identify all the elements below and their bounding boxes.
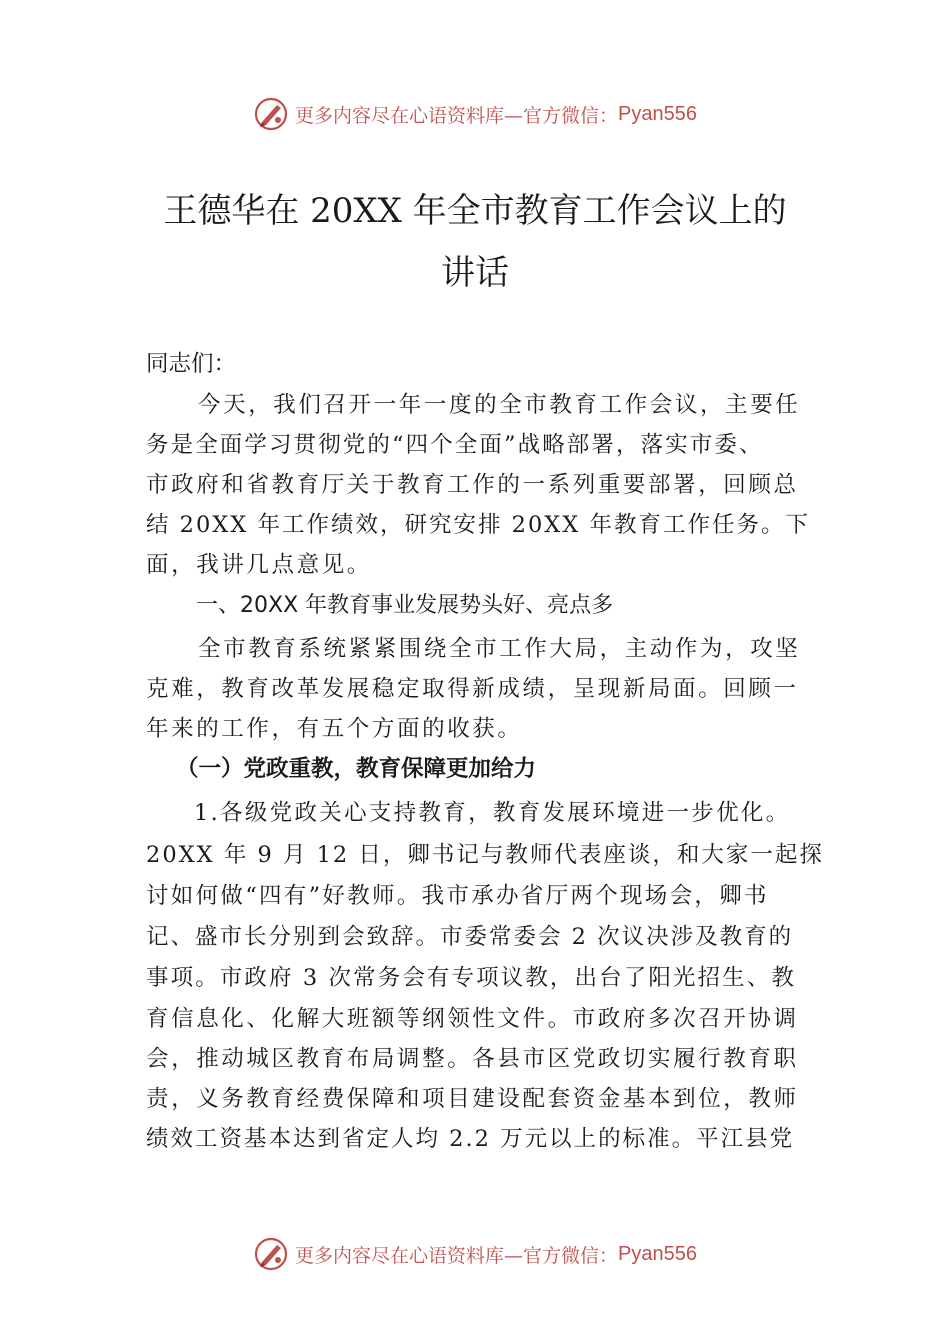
salutation: 同志们： xyxy=(146,351,237,377)
paragraph-1-line: 结 20XX 年工作绩效，研究安排 20XX 年教育工作任务。下 xyxy=(146,512,810,538)
watermark-account: Pyan556 xyxy=(618,1242,697,1265)
pen-circle-logo-icon xyxy=(253,1236,289,1272)
paragraph-3-line: 责，义务教育经费保障和项目建设配套资金基本到位，教师 xyxy=(146,1086,799,1112)
watermark-text: 更多内容尽在心语资料库—官方微信： xyxy=(295,1244,619,1267)
paragraph-3-line: 记、盛市长分别到会致辞。市委常委会 2 次议决涉及教育的 xyxy=(146,924,794,950)
paragraph-3-line: 1.各级党政关心支持教育，教育发展环境进一步优化。 xyxy=(194,800,791,826)
paragraph-2-line: 年来的工作，有五个方面的收获。 xyxy=(146,716,523,742)
paragraph-3-line: 绩效工资基本达到省定人均 2.2 万元以上的标准。平江县党 xyxy=(146,1126,795,1152)
paragraph-3-line: 育信息化、化解大班额等纲领性文件。市政府多次召开协调 xyxy=(146,1006,799,1032)
pen-circle-logo-icon xyxy=(253,96,289,132)
paragraph-2-line: 全市教育系统紧紧围绕全市工作大局，主动作为，攻坚 xyxy=(198,636,801,662)
section-heading-1: 一、20XX 年教育事业发展势头好、亮点多 xyxy=(196,593,614,618)
paragraph-1-line: 今天，我们召开一年一度的全市教育工作会议，主要任 xyxy=(198,392,801,418)
document-title-line-1: 王德华在 20XX 年全市教育工作会议上的 xyxy=(163,191,787,231)
footer-watermark xyxy=(0,1234,950,1274)
paragraph-1-line: 市政府和省教育厅关于教育工作的一系列重要部署，回顾总 xyxy=(146,472,799,498)
header-watermark xyxy=(0,94,950,134)
watermark-account: Pyan556 xyxy=(618,102,697,125)
paragraph-3-line: 20XX 年 9 月 12 日，卿书记与教师代表座谈，和大家一起探 xyxy=(146,842,824,868)
paragraph-1-line: 务是全面学习贯彻党的“四个全面”战略部署，落实市委、 xyxy=(146,432,764,458)
watermark-text: 更多内容尽在心语资料库—官方微信： xyxy=(295,104,619,127)
paragraph-1-line: 面，我讲几点意见。 xyxy=(146,552,372,578)
paragraph-2-line: 克难，教育改革发展稳定取得新成绩，呈现新局面。回顾一 xyxy=(146,676,799,702)
subsection-heading-1: （一）党政重教，教育保障更加给力 xyxy=(176,756,537,782)
document-title-line-2: 讲话 xyxy=(441,253,509,293)
paragraph-3-line: 讨如何做“四有”好教师。我市承办省厅两个现场会，卿书 xyxy=(146,883,769,909)
paragraph-3-line: 会，推动城区教育布局调整。各县市区党政切实履行教育职 xyxy=(146,1046,799,1072)
paragraph-3-line: 事项。市政府 3 次常务会有专项议教，出台了阳光招生、教 xyxy=(146,965,796,991)
